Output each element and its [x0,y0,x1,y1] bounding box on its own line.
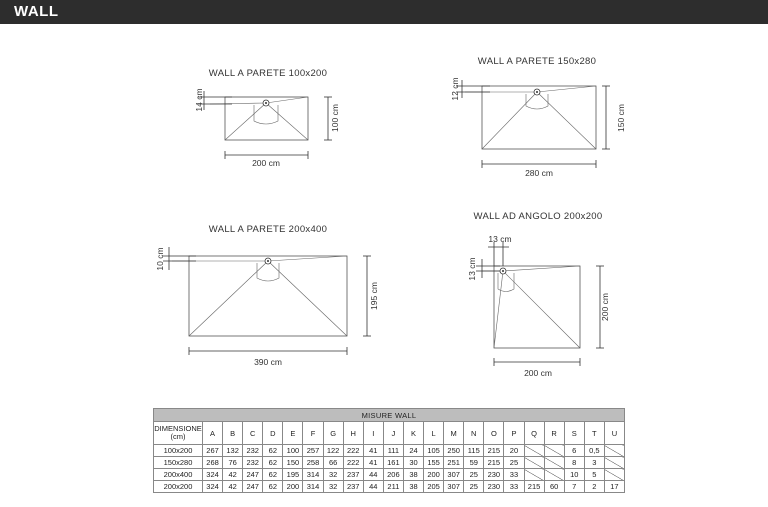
height-label: 200 cm [600,293,610,321]
value-cell: 132 [223,445,243,457]
width-label: 200 cm [252,158,280,168]
table-row [154,469,625,481]
value-cell: 195 [283,469,303,481]
value-cell: 324 [203,469,223,481]
empty-cell [524,457,544,469]
value-cell: 307 [444,469,464,481]
empty-cell [604,445,624,457]
value-cell: 230 [484,469,504,481]
value-cell: 307 [444,481,464,493]
empty-cell [544,457,564,469]
value-cell: 3 [584,457,604,469]
diagram-200x400 [155,224,379,367]
value-cell: 42 [223,481,243,493]
value-cell: 32 [323,481,343,493]
value-cell: 44 [363,469,383,481]
value-cell: 30 [403,457,423,469]
table-row [154,445,625,457]
diagram-title: WALL A PARETE 200x400 [208,224,328,235]
value-cell: 38 [403,481,423,493]
value-cell: 155 [424,457,444,469]
column-header-u: U [604,422,624,445]
table-caption: MISURE WALL [154,409,625,422]
empty-cell [544,469,564,481]
height-label: 100 cm [330,104,340,132]
column-header-n: N [464,422,484,445]
shower-outline [189,256,347,336]
value-cell: 33 [504,469,524,481]
shower-outline [482,86,596,149]
height-label: 150 cm [616,104,626,132]
value-cell: 6 [564,445,584,457]
table-body [154,445,625,493]
value-cell: 237 [343,469,363,481]
value-cell: 25 [464,469,484,481]
width-label: 200 cm [524,368,552,378]
value-cell: 8 [564,457,584,469]
value-cell: 62 [263,457,283,469]
diagram-title: WALL AD ANGOLO 200x200 [473,211,603,222]
value-cell: 232 [243,445,263,457]
column-header-t: T [584,422,604,445]
dimension-cell: 200x200 [154,481,203,493]
width-label: 280 cm [525,168,553,178]
dimension-cell: 200x400 [154,469,203,481]
empty-cell [524,445,544,457]
value-cell: 232 [243,457,263,469]
value-cell: 230 [484,481,504,493]
width-label: 390 cm [254,357,282,367]
dimension-header: DIMENSIONE (cm) [154,422,203,445]
value-cell: 237 [343,481,363,493]
column-header-h: H [343,422,363,445]
value-cell: 24 [403,445,423,457]
value-cell: 42 [223,469,243,481]
value-cell: 76 [223,457,243,469]
value-cell: 59 [464,457,484,469]
value-cell: 222 [343,445,363,457]
value-cell: 62 [263,469,283,481]
value-cell: 5 [584,469,604,481]
column-header-g: G [323,422,343,445]
empty-cell [544,445,564,457]
value-cell: 258 [303,457,323,469]
value-cell: 314 [303,469,323,481]
dimension-cell: 150x280 [154,457,203,469]
value-cell: 200 [283,481,303,493]
value-cell: 161 [383,457,403,469]
diagram-title: WALL A PARETE 100x200 [208,68,328,79]
value-cell: 251 [444,457,464,469]
column-header-k: K [403,422,423,445]
value-cell: 206 [383,469,403,481]
column-header-r: R [544,422,564,445]
value-cell: 17 [604,481,624,493]
value-cell: 25 [464,481,484,493]
value-cell: 20 [504,445,524,457]
value-cell: 7 [564,481,584,493]
offset-label: 12 cm [450,77,460,101]
value-cell: 38 [403,469,423,481]
column-header-j: J [383,422,403,445]
table-row [154,457,625,469]
measures-table [153,408,625,493]
table-header-row [154,422,625,445]
value-cell: 268 [203,457,223,469]
column-header-i: I [363,422,383,445]
column-header-c: C [243,422,263,445]
column-header-p: P [504,422,524,445]
top-offset-label: 13 cm [488,234,512,244]
value-cell: 41 [363,445,383,457]
value-cell: 115 [464,445,484,457]
value-cell: 250 [444,445,464,457]
page-title: WALL [14,3,59,20]
shower-outline [494,266,580,348]
value-cell: 100 [283,445,303,457]
value-cell: 66 [323,457,343,469]
offset-label: 13 cm [467,257,477,281]
value-cell: 215 [524,481,544,493]
dimension-cell: 100x200 [154,445,203,457]
value-cell: 62 [263,481,283,493]
column-header-a: A [203,422,223,445]
value-cell: 150 [283,457,303,469]
value-cell: 60 [544,481,564,493]
column-header-e: E [283,422,303,445]
column-header-m: M [444,422,464,445]
value-cell: 314 [303,481,323,493]
value-cell: 211 [383,481,403,493]
empty-cell [524,469,544,481]
value-cell: 205 [424,481,444,493]
value-cell: 62 [263,445,283,457]
column-header-s: S [564,422,584,445]
value-cell: 44 [363,481,383,493]
value-cell: 200 [424,469,444,481]
value-cell: 10 [564,469,584,481]
diagram-150x280 [450,56,626,178]
value-cell: 41 [363,457,383,469]
column-header-d: D [263,422,283,445]
value-cell: 33 [504,481,524,493]
diagram-100x200 [194,68,340,168]
column-header-f: F [303,422,323,445]
value-cell: 257 [303,445,323,457]
column-header-b: B [223,422,243,445]
value-cell: 222 [343,457,363,469]
diagram-title: WALL A PARETE 150x280 [477,56,597,67]
diagram-angolo-200x200 [467,211,610,378]
table-row [154,481,625,493]
value-cell: 32 [323,469,343,481]
value-cell: 215 [484,457,504,469]
value-cell: 105 [424,445,444,457]
offset-label: 14 cm [194,88,204,112]
value-cell: 25 [504,457,524,469]
column-header-o: O [484,422,504,445]
empty-cell [604,469,624,481]
value-cell: 324 [203,481,223,493]
value-cell: 247 [243,469,263,481]
value-cell: 215 [484,445,504,457]
value-cell: 2 [584,481,604,493]
value-cell: 267 [203,445,223,457]
value-cell: 247 [243,481,263,493]
column-header-l: L [424,422,444,445]
height-label: 195 cm [369,282,379,310]
column-header-q: Q [524,422,544,445]
value-cell: 122 [323,445,343,457]
value-cell: 0,5 [584,445,604,457]
empty-cell [604,457,624,469]
offset-label: 10 cm [155,247,165,271]
value-cell: 111 [383,445,403,457]
